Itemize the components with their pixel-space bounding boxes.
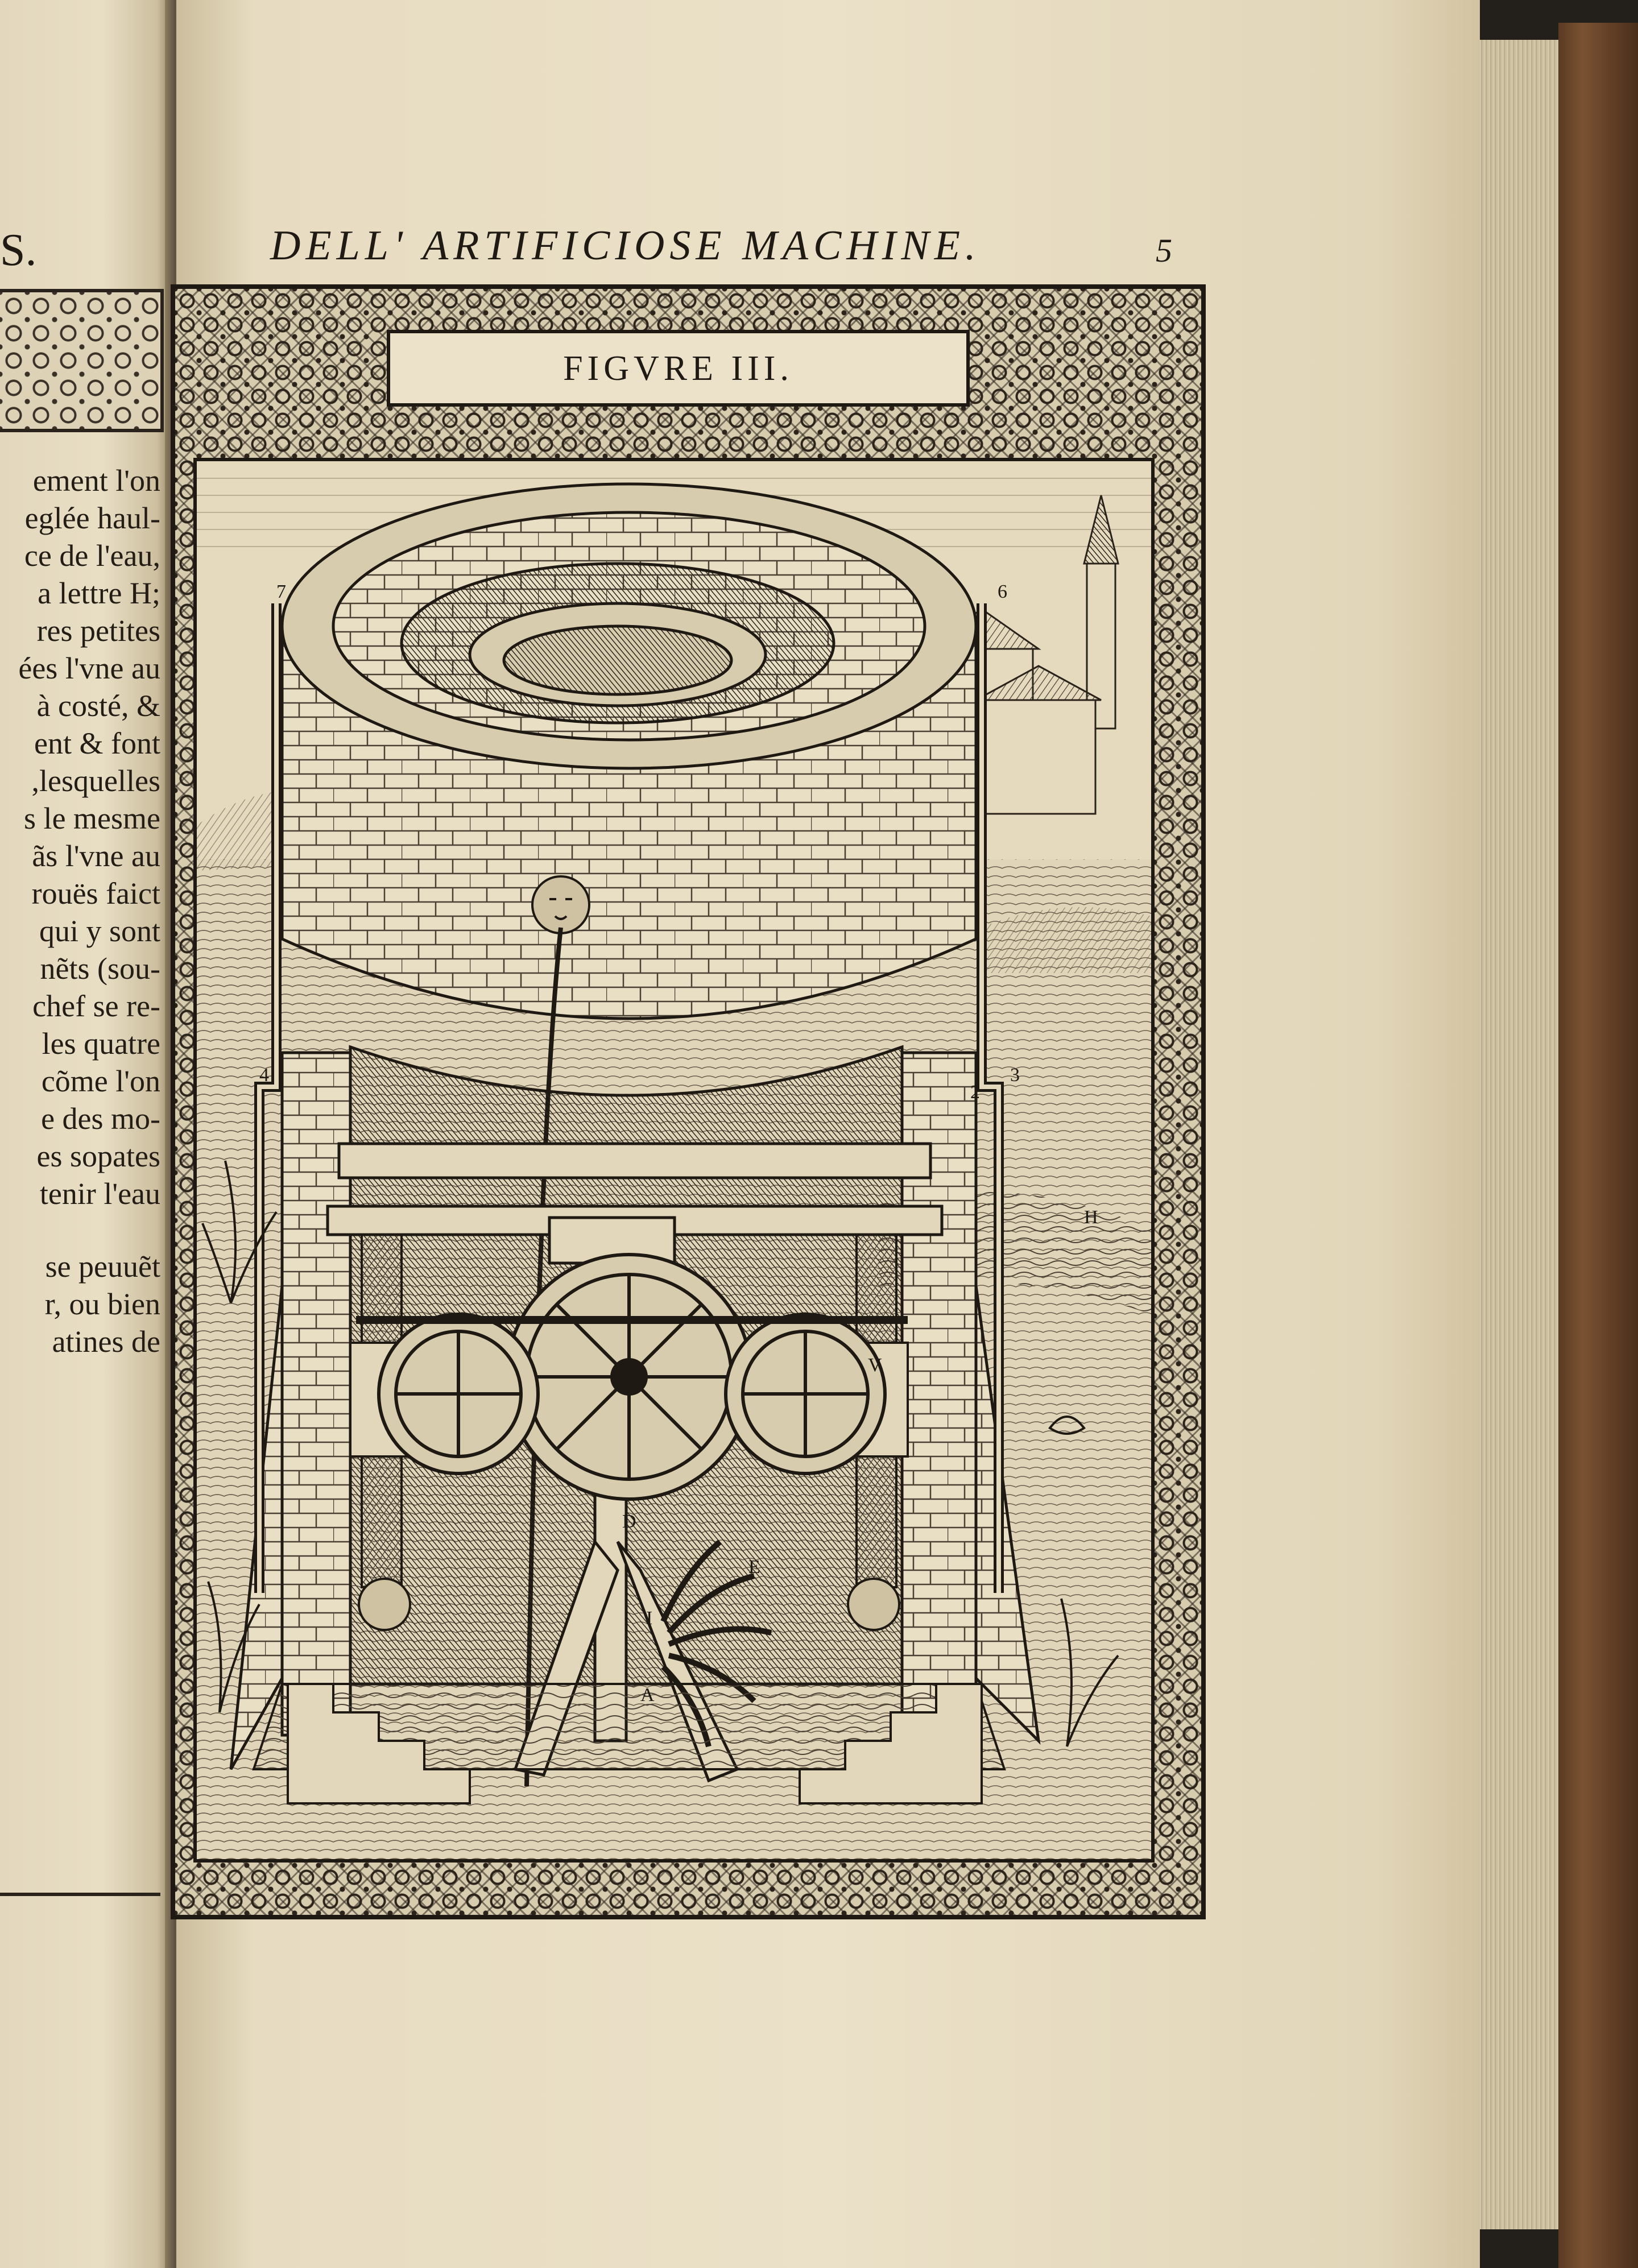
text-line: atines de (52, 1325, 160, 1359)
plate-letter: 3 (1010, 1065, 1020, 1086)
text-line: à costé, & (36, 689, 160, 723)
text-line: e des mo- (41, 1102, 160, 1136)
text-line: r, ou bien (44, 1287, 160, 1321)
text-line: ,lesquelles (31, 764, 160, 798)
text-line: ãs l'vne au (32, 839, 160, 873)
page-number: 5 (1156, 232, 1172, 269)
book-cover (1558, 23, 1638, 2268)
plate-letter: E (748, 1557, 760, 1578)
page-edges (1479, 40, 1564, 2229)
left-page-text (0, 462, 160, 1360)
plate-letter: 4 (259, 1065, 269, 1086)
text-line: ées l'vne au (18, 651, 160, 685)
plate-letter: D (622, 1511, 636, 1532)
text-line: eglée haul- (24, 501, 160, 535)
left-page-heading: S. (0, 225, 37, 275)
left-page (0, 0, 171, 2268)
engraving-plate (193, 458, 1155, 1863)
plate-letter: H (1084, 1207, 1098, 1228)
text-line: es sopates (36, 1139, 160, 1173)
text-line: ement l'on (32, 463, 160, 498)
text-line: ce de l'eau, (24, 539, 160, 573)
text-line: cõme l'on (41, 1064, 160, 1098)
left-page-ornament (0, 289, 164, 432)
plate-letter: 2 (970, 1082, 980, 1103)
plate-letter: V (868, 1355, 882, 1376)
text-line: nẽts (sou- (40, 951, 160, 986)
engraving-illustration (197, 461, 1151, 1859)
text-line: a lettre H; (38, 576, 160, 610)
text-line: res petites (36, 614, 160, 648)
text-line: rouës faict (31, 876, 160, 910)
text-line: se peuuẽt (45, 1249, 160, 1284)
running-title: DELL' ARTIFICIOSE MACHINE. (270, 222, 981, 269)
text-line: les quatre (42, 1027, 160, 1061)
text-line: chef se re- (32, 989, 160, 1023)
paragraph-gap (0, 1212, 160, 1248)
plate-letter: 7 (276, 581, 286, 602)
figure-label: FIGVRE III. (563, 349, 793, 388)
mascaron (532, 876, 589, 933)
plate-letter: 6 (998, 581, 1007, 602)
figure-label-cartouche (387, 330, 970, 407)
text-line: s le mesme (24, 801, 160, 835)
text-line: tenir l'eau (39, 1177, 160, 1211)
cistern (282, 484, 976, 1019)
left-page-rule (0, 1893, 160, 1896)
plate-letter: I (646, 1608, 653, 1629)
text-line: qui y sont (39, 914, 160, 948)
plate-letter: A (640, 1685, 655, 1706)
text-line: ent & font (34, 726, 160, 760)
